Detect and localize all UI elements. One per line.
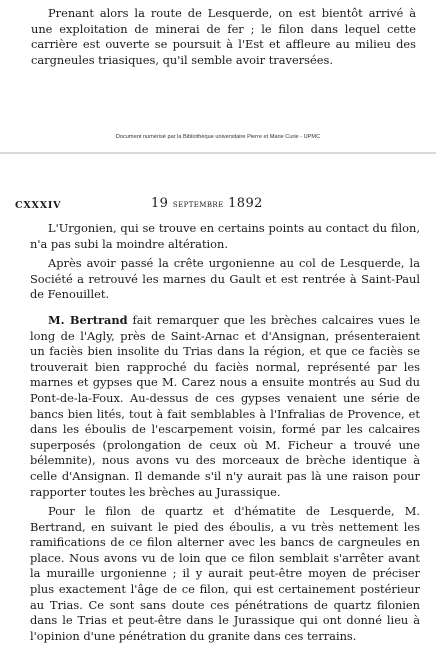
folio-number: CXXXIV: [15, 200, 62, 211]
page-body: [30, 221, 420, 648]
paragraph-bertrand-text: fait remarquer que les brèches calcaires vues le long de l'Agly, près de Saint-Arnac et d'Ansignan, présenteraient un faciès bien insolite du Trias dans la région, et que ce faciès se trouverait bien rapproché du faciès normal, représenté par les marnes et gypses que M. Carez nous a ensuite montrés au Sud du Pont-de-la-Foux. Au-dessus de ces gypses venaient une série de bancs bien lités, tout à fait semblables à l'Infralias de Provence, et dans les éboulis de l'escarpement voisin, formé par les calcaires superposés (prolongation de ceux où M. Ficheur a trouvé une bélemnite), nous avons vu des morceaux de brèche identique à celle d'Ansignan. Il demande s'il n'y aurait pas là une raison pour rapporter toutes les brèches au Jurassique.: [30, 312, 420, 499]
page-divider: [0, 152, 436, 154]
date-month: septembre: [172, 198, 224, 210]
paragraph-urgonien: L'Urgonien, qui se trouve en certains points au contact du filon, n'a pas subi la moindre altération.: [30, 221, 420, 251]
running-header: [15, 196, 415, 212]
date-year: 1892: [228, 196, 263, 211]
paragraph-filon-quartz: Pour le filon de quartz et d'hématite de Lesquerde, M. Bertrand, en suivant le pied des éboulis, a vu très nettement les ramifications de ce filon alterner avec les bancs de cargneules en place. Nous avons vu de loin que ce filon semblait s'arrêter avant la muraille urgonienne ; il y aurait peut-être moyen de préciser plus exactement l'âge de ce filon, qui est certainement postérieur au Trias. Ce sont sans doute ces pénétrations de quartz filonien dans le Trias et peut-être dans le Jurassique qui ont donné lieu à l'opinion d'une pénétration du granite dans ces terrains.: [30, 504, 420, 643]
paragraph-col-lesquerde: Après avoir passé la crête urgonienne au col de Lesquerde, la Société a retrouvé les marnes du Gault et est rentrée à Saint-Paul de Fenouillet.: [30, 256, 420, 302]
speaker-name: M. Bertrand: [48, 312, 128, 327]
paragraph-bertrand-breches: [30, 313, 420, 500]
session-date: [151, 196, 263, 211]
date-day: 19: [151, 196, 169, 211]
paragraph-lesquerde-route: Prenant alors la route de Lesquerde, on est bientôt arrivé à une exploitation de minerai de fer ; le filon dans lequel cette carrière est ouverte se poursuit à l'Est et affleure au milieu des cargneules triasiques, qu'il semble avoir traversées.: [31, 6, 416, 67]
digitization-notice: Document numérisé par la Bibliothèque universitaire Pierre et Marie Curie - UPMC: [115, 134, 321, 140]
previous-page-text: [31, 6, 416, 68]
